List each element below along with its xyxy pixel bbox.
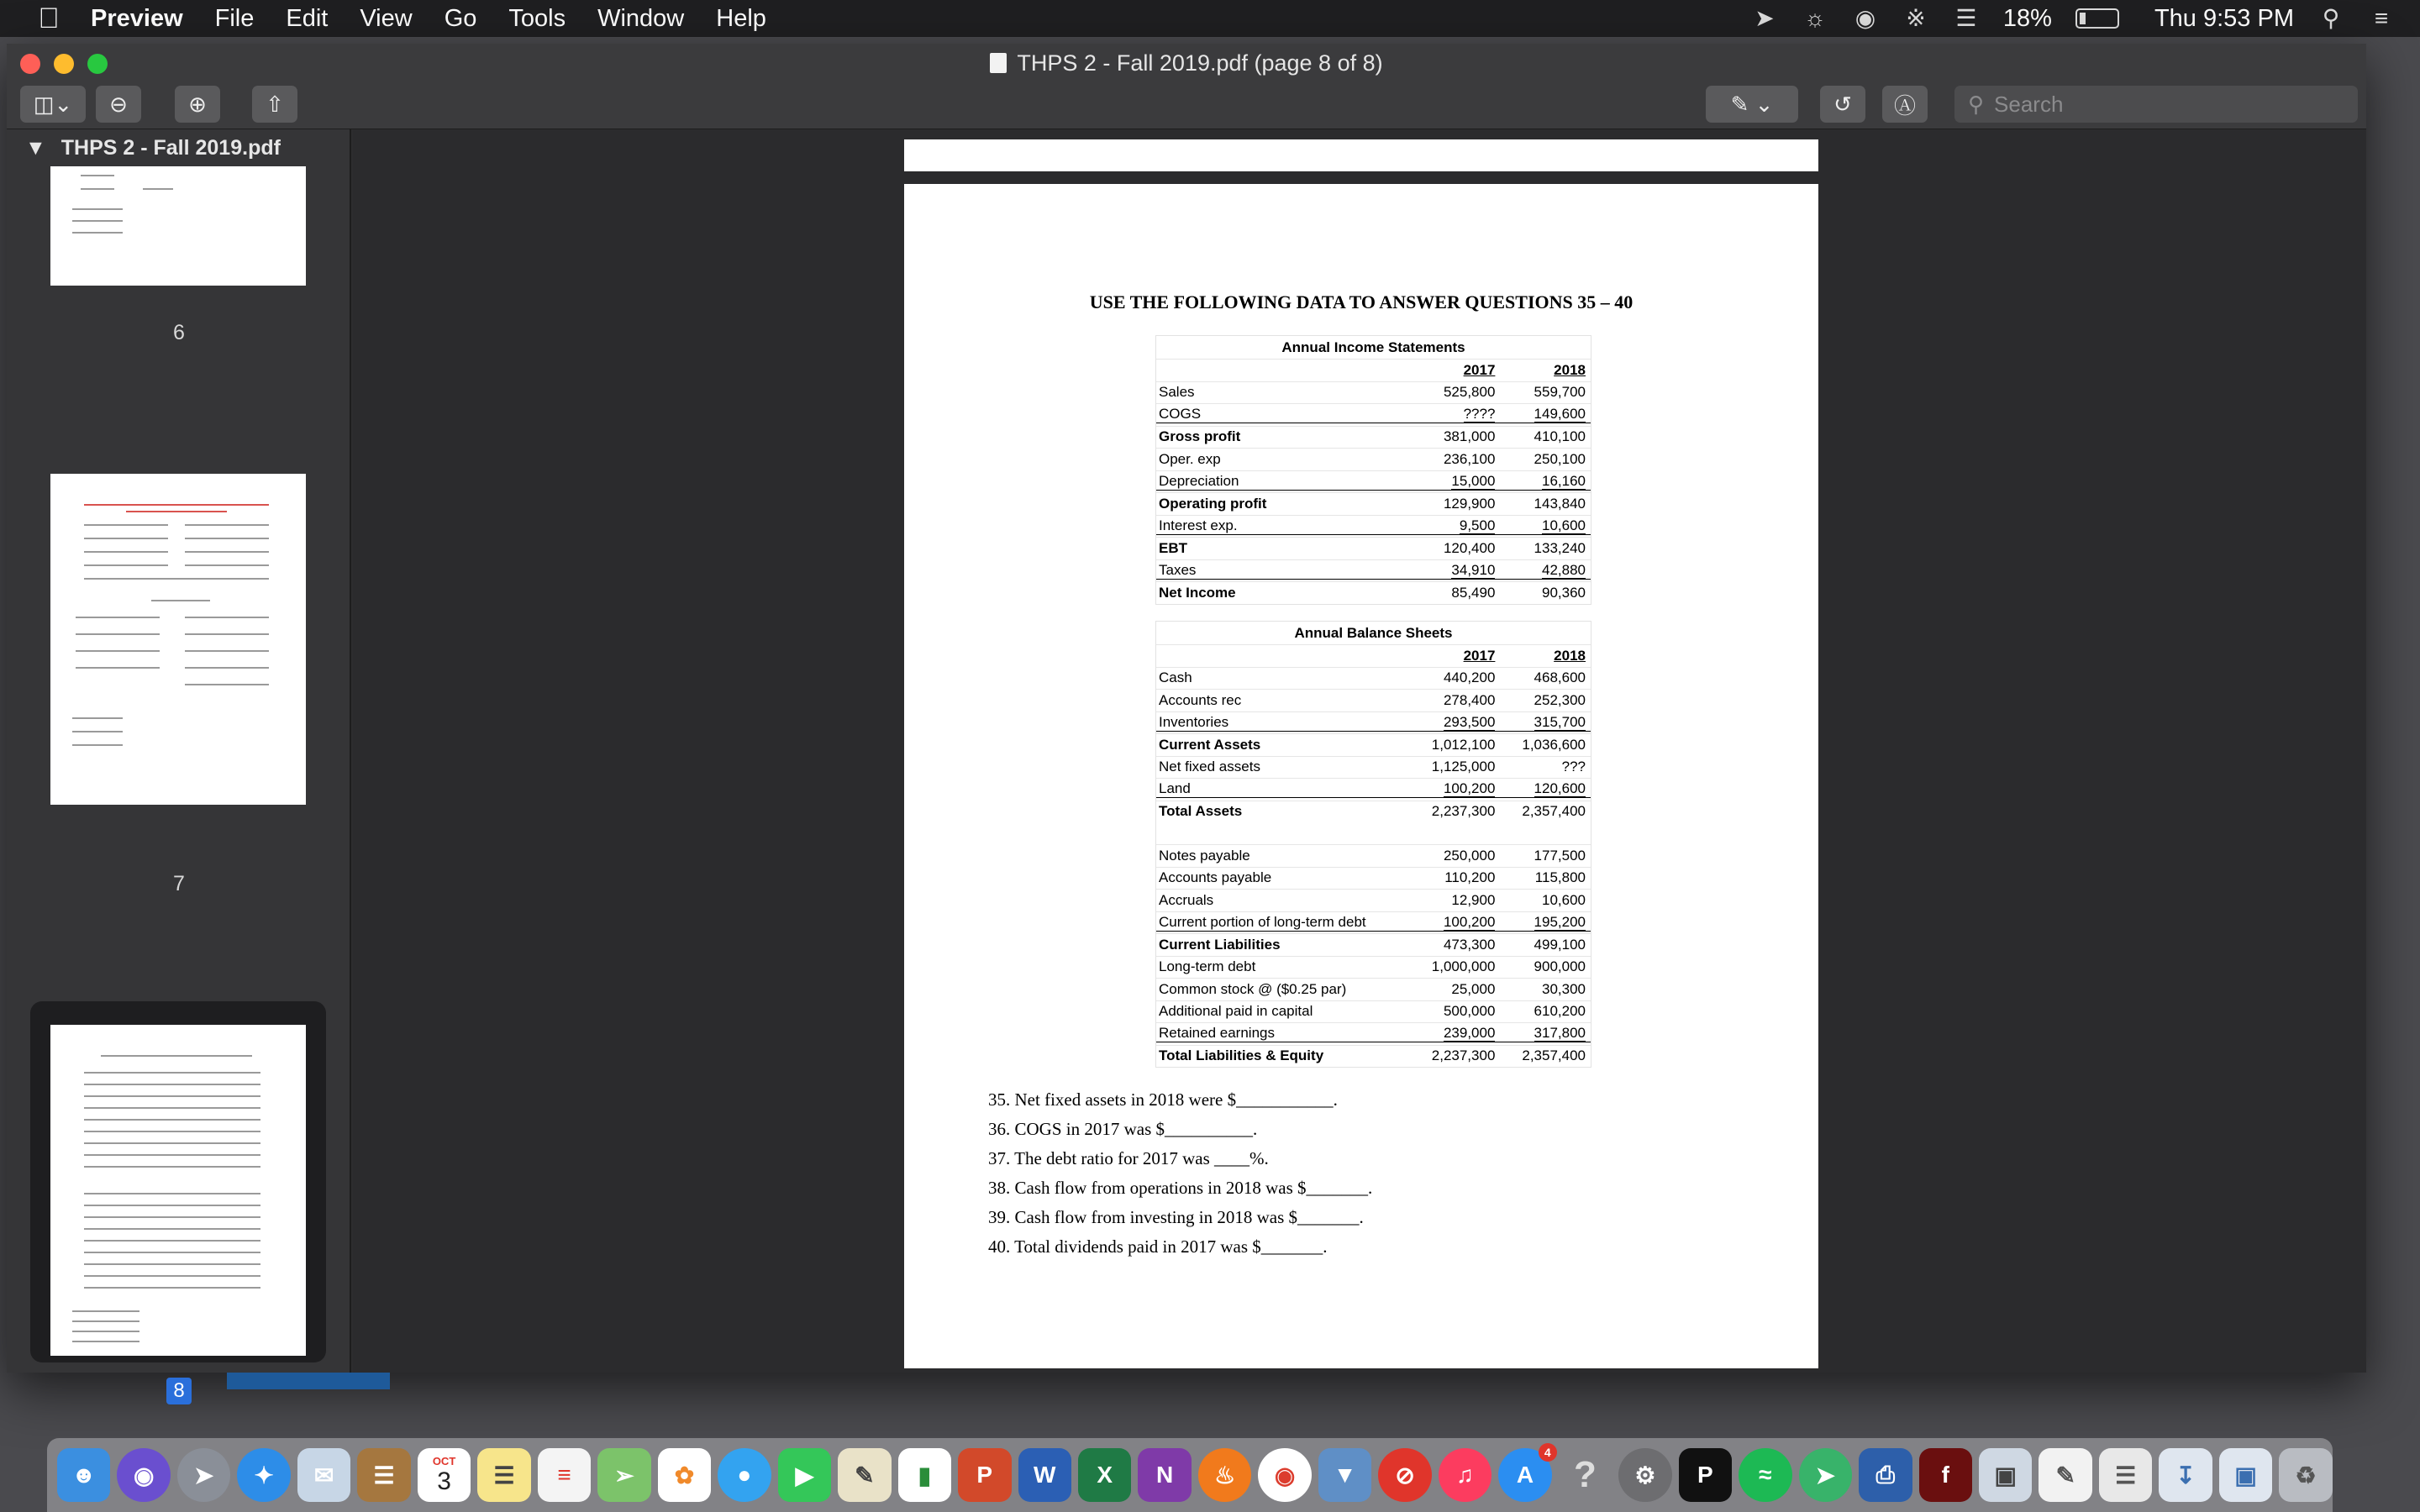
search-icon: ⚲ bbox=[1968, 91, 1985, 117]
page-number-6: 6 bbox=[173, 321, 185, 344]
table-spacer bbox=[1156, 822, 1591, 844]
table-row: Interest exp. 9,500 10,600 bbox=[1156, 515, 1591, 538]
word-icon[interactable]: W bbox=[1018, 1448, 1071, 1502]
table-row: Net fixed assets 1,125,000 ??? bbox=[1156, 756, 1591, 779]
send-icon[interactable]: ➤ bbox=[1799, 1448, 1852, 1502]
markup-button[interactable]: Ⓐ bbox=[1882, 86, 1928, 123]
table-row: Current Assets 1,012,100 1,036,600 bbox=[1156, 733, 1591, 756]
photos-icon[interactable]: ✿ bbox=[658, 1448, 711, 1502]
menu-app-name[interactable]: Preview bbox=[91, 4, 183, 32]
powerpoint-icon[interactable]: P bbox=[958, 1448, 1011, 1502]
table-row: Operating profit 129,900 143,840 bbox=[1156, 492, 1591, 515]
document-view[interactable] bbox=[353, 129, 2366, 1373]
table-row: Current portion of long-term debt 100,200 195,200 bbox=[1156, 911, 1591, 934]
menu-view[interactable]: View bbox=[360, 4, 413, 32]
pdf-doc-icon bbox=[990, 53, 1007, 73]
table-row: Additional paid in capital 500,000 610,200 bbox=[1156, 1000, 1591, 1023]
menu-file[interactable]: File bbox=[214, 4, 255, 32]
sidebar-scroll-indicator[interactable] bbox=[227, 1373, 390, 1389]
battery-icon[interactable] bbox=[2075, 8, 2119, 29]
rotate-button[interactable]: ↺ bbox=[1820, 86, 1865, 123]
question-38: 38. Cash flow from operations in 2018 was $_______. bbox=[988, 1178, 1373, 1198]
printer-icon[interactable]: ⎙ bbox=[1859, 1448, 1912, 1502]
table-row: Cash 440,200 468,600 bbox=[1156, 667, 1591, 690]
contacts-icon[interactable]: ☰ bbox=[357, 1448, 410, 1502]
table-row: Current Liabilities 473,300 499,100 bbox=[1156, 933, 1591, 956]
table-row: Sales 525,800 559,700 bbox=[1156, 381, 1591, 404]
table-row: Accounts rec 278,400 252,300 bbox=[1156, 689, 1591, 711]
thumbnail-page-7[interactable] bbox=[50, 474, 306, 805]
year-header: 2018 bbox=[1554, 647, 1586, 664]
vpn-icon[interactable]: ◉ bbox=[1854, 5, 1876, 31]
table-row: COGS ???? 149,600 bbox=[1156, 403, 1591, 426]
messages-icon[interactable]: ● bbox=[718, 1448, 771, 1502]
sidebar-doc-name: THPS 2 - Fall 2019.pdf bbox=[60, 135, 281, 160]
table-row: Depreciation 15,000 16,160 bbox=[1156, 470, 1591, 493]
apple-menu-icon[interactable] bbox=[32, 3, 66, 35]
title-bar bbox=[7, 44, 2366, 129]
table-row: Total Liabilities & Equity 2,237,300 2,357,400 bbox=[1156, 1045, 1591, 1068]
sidebar-toggle-button[interactable]: ◫⌄ bbox=[20, 86, 86, 123]
reminders-icon[interactable]: ≡ bbox=[538, 1448, 591, 1502]
year-header: 2017 bbox=[1463, 361, 1496, 378]
table-row: Common stock @ ($0.25 par) 25,000 30,300 bbox=[1156, 978, 1591, 1000]
balance-sheet-table bbox=[1155, 621, 1591, 1068]
launchpad-icon[interactable]: ➤ bbox=[177, 1448, 230, 1502]
thumbnail-page-8[interactable] bbox=[50, 1025, 306, 1356]
balance-caption: Annual Balance Sheets bbox=[1294, 625, 1453, 641]
highlight-button[interactable]: ✎ ⌄ bbox=[1706, 86, 1798, 123]
table-row: Net Income 85,490 90,360 bbox=[1156, 581, 1591, 604]
table-row: Accruals 12,900 10,600 bbox=[1156, 889, 1591, 911]
menu-bar bbox=[0, 0, 2420, 37]
mail-stamp-icon[interactable]: ✉ bbox=[297, 1448, 350, 1502]
menu-tools[interactable]: Tools bbox=[508, 4, 566, 32]
blocked-icon[interactable]: ⊘ bbox=[1378, 1448, 1431, 1502]
table-row: Total Assets 2,237,300 2,357,400 bbox=[1156, 801, 1591, 823]
safari-icon[interactable]: ✦ bbox=[237, 1448, 290, 1502]
sidebar-header[interactable] bbox=[7, 129, 350, 166]
documents-stack-icon[interactable]: ☰ bbox=[2099, 1448, 2152, 1502]
calendar-day: 3 bbox=[437, 1467, 451, 1495]
notes-icon[interactable]: ☰ bbox=[477, 1448, 530, 1502]
disclosure-triangle-icon[interactable]: ▼ bbox=[25, 135, 46, 160]
thumbnail-page-6[interactable] bbox=[50, 166, 306, 286]
dock bbox=[47, 1438, 2333, 1512]
income-caption: Annual Income Statements bbox=[1281, 339, 1465, 355]
question-35: 35. Net fixed assets in 2018 were $___________. bbox=[988, 1089, 1338, 1110]
pdf-page-8 bbox=[904, 184, 1818, 1368]
preview-icon[interactable]: ▣ bbox=[1979, 1448, 2032, 1502]
spotlight-search-icon[interactable]: ⚲ bbox=[2322, 5, 2340, 31]
app-store-icon[interactable]: A 4 bbox=[1498, 1448, 1551, 1502]
keynote-icon[interactable]: ▼ bbox=[1318, 1448, 1371, 1502]
table-row: Oper. exp 236,100 250,100 bbox=[1156, 448, 1591, 470]
flash-icon[interactable]: f bbox=[1919, 1448, 1972, 1502]
battery-percent: 18% bbox=[2002, 4, 2052, 32]
app-store-badge: 4 bbox=[1539, 1443, 1557, 1462]
clock[interactable]: Thu 9:53 PM bbox=[2154, 4, 2294, 32]
page-number-8: 8 bbox=[166, 1378, 192, 1404]
thumbnail-sidebar bbox=[7, 129, 351, 1402]
page-heading: USE THE FOLLOWING DATA TO ANSWER QUESTIONS 35 – 40 bbox=[1089, 291, 1634, 312]
wifi-icon[interactable]: ☰ bbox=[1955, 5, 1977, 31]
textedit-icon[interactable]: ✎ bbox=[2039, 1448, 2091, 1502]
preview-window bbox=[7, 44, 2366, 1402]
calendar-icon[interactable] bbox=[418, 1448, 471, 1502]
window-title-text: THPS 2 - Fall 2019.pdf (page 8 of 8) bbox=[1017, 50, 1383, 76]
menu-edit[interactable]: Edit bbox=[286, 4, 329, 32]
numbers-icon[interactable]: ▮ bbox=[898, 1448, 951, 1502]
search-placeholder: Search bbox=[1994, 91, 2064, 117]
question-40: 40. Total dividends paid in 2017 was $_______. bbox=[988, 1236, 1328, 1257]
table-row: EBT 120,400 133,240 bbox=[1156, 537, 1591, 559]
facetime-icon[interactable]: ▶ bbox=[778, 1448, 831, 1502]
maps-icon[interactable]: ➢ bbox=[597, 1448, 650, 1502]
year-header: 2017 bbox=[1463, 647, 1496, 664]
menu-go[interactable]: Go bbox=[444, 4, 477, 32]
status-area bbox=[1751, 0, 2395, 37]
zoom-out-button[interactable]: ⊖ bbox=[96, 86, 141, 123]
page-number-7: 7 bbox=[173, 872, 185, 895]
table-row: Taxes 34,910 42,880 bbox=[1156, 559, 1591, 582]
table-row: Inventories 293,500 315,700 bbox=[1156, 711, 1591, 734]
table-row: Retained earnings 239,000 317,800 bbox=[1156, 1022, 1591, 1045]
table-row: Gross profit 381,000 410,100 bbox=[1156, 426, 1591, 449]
question-37: 37. The debt ratio for 2017 was ____%. bbox=[988, 1148, 1269, 1168]
table-row bbox=[1156, 644, 1591, 667]
share-button[interactable]: ⇧ bbox=[252, 86, 297, 123]
pages-icon[interactable]: ✎ bbox=[838, 1448, 891, 1502]
calendar-month: OCT bbox=[432, 1454, 456, 1467]
creative-cloud-icon[interactable]: ☼ bbox=[1804, 5, 1826, 31]
excel-icon[interactable]: X bbox=[1078, 1448, 1131, 1502]
window-title bbox=[7, 50, 2366, 76]
music-icon[interactable]: ♫ bbox=[1439, 1448, 1491, 1502]
pandora-icon[interactable]: P bbox=[1679, 1448, 1732, 1502]
table-row: Land 100,200 120,600 bbox=[1156, 778, 1591, 801]
table-row: Notes payable 250,000 177,500 bbox=[1156, 844, 1591, 867]
desktop-stack-icon[interactable]: ▣ bbox=[2219, 1448, 2272, 1502]
siri-icon[interactable]: ◉ bbox=[117, 1448, 170, 1502]
table-row: Long-term debt 1,000,000 900,000 bbox=[1156, 956, 1591, 979]
cursor-status-icon[interactable]: ➤ bbox=[1754, 5, 1775, 31]
menu-help[interactable]: Help bbox=[716, 4, 766, 32]
notification-center-icon[interactable]: ≡ bbox=[2374, 5, 2389, 31]
firefox-icon[interactable]: ♨ bbox=[1198, 1448, 1251, 1502]
question-39: 39. Cash flow from investing in 2018 was $_______. bbox=[988, 1207, 1364, 1227]
question-36: 36. COGS in 2017 was $__________. bbox=[988, 1119, 1258, 1139]
trash-icon[interactable]: ♻ bbox=[2279, 1448, 2332, 1502]
bluetooth-icon[interactable]: ※ bbox=[1906, 5, 1926, 31]
finder-icon[interactable]: ☻ bbox=[57, 1448, 110, 1502]
search-field[interactable] bbox=[1954, 86, 2358, 123]
previous-page-bottom bbox=[904, 139, 1818, 171]
system-preferences-icon[interactable]: ⚙ bbox=[1618, 1448, 1671, 1502]
help-icon[interactable]: ? bbox=[1574, 1454, 1597, 1495]
year-header: 2018 bbox=[1554, 361, 1586, 378]
spotify-icon[interactable]: ≈ bbox=[1739, 1448, 1791, 1502]
downloads-stack-icon[interactable]: ↧ bbox=[2159, 1448, 2212, 1502]
income-statement-table bbox=[1155, 335, 1591, 605]
onenote-icon[interactable]: N bbox=[1138, 1448, 1191, 1502]
table-row: Accounts payable 110,200 115,800 bbox=[1156, 867, 1591, 890]
zoom-in-button[interactable]: ⊕ bbox=[175, 86, 220, 123]
table-row bbox=[1156, 359, 1591, 381]
menu-window[interactable]: Window bbox=[597, 4, 685, 32]
chrome-icon[interactable]: ◉ bbox=[1258, 1448, 1311, 1502]
